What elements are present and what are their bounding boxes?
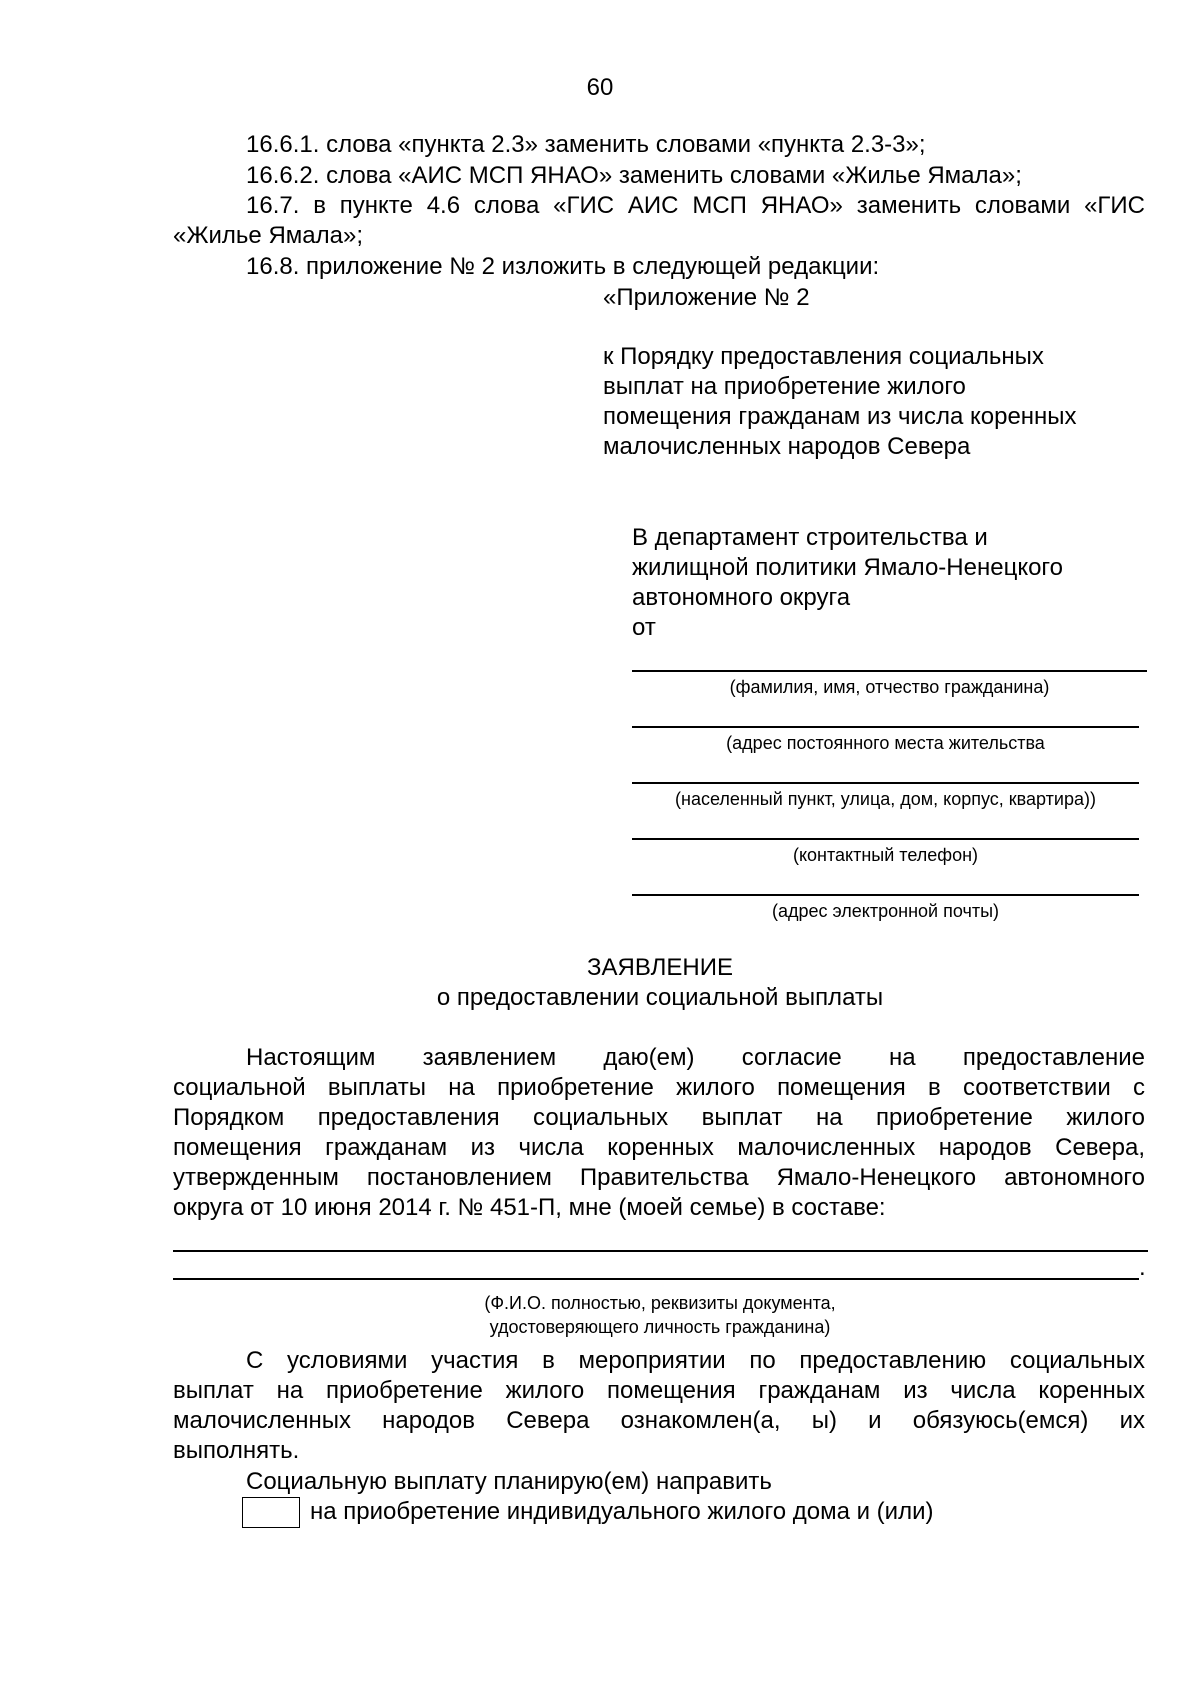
applicant-name-line bbox=[632, 670, 1147, 672]
applicant-name-caption: (фамилия, имя, отчество гражданина) bbox=[729, 677, 1050, 697]
family-caption-line: удостоверяющего личность гражданина) bbox=[489, 1317, 831, 1337]
residence-address-line bbox=[632, 726, 1139, 728]
locality-line bbox=[632, 782, 1139, 784]
locality-caption: (населенный пункт, улица, дом, корпус, квартира)) bbox=[675, 789, 1096, 809]
statement-title: ЗАЯВЛЕНИЕ bbox=[587, 954, 733, 981]
statement-subtitle: о предоставлении социальной выплаты bbox=[436, 984, 884, 1011]
amendment-16-6-2: 16.6.2. слова «АИС МСП ЯНАО» заменить словами «Жилье Ямала»; bbox=[246, 162, 1022, 189]
addressee-line: автономного округа bbox=[632, 584, 851, 611]
page-number: 60 bbox=[586, 74, 614, 101]
appendix-ref-line: помещения гражданам из числа коренных bbox=[603, 403, 1077, 430]
statement-para2-line: выплат на приобретение жилого помещения гражданам из числа коренных bbox=[173, 1377, 1145, 1404]
statement-para2-line: малочисленных народов Севера ознакомлен(а, ы) и обязуюсь(емся) их bbox=[173, 1407, 1145, 1434]
appendix-ref-line: выплат на приобретение жилого bbox=[603, 373, 966, 400]
statement-para1-line: округа от 10 июня 2014 г. № 451-П, мне (моей семье) в составе: bbox=[173, 1194, 886, 1221]
appendix-title: «Приложение № 2 bbox=[603, 284, 810, 311]
statement-para1-line: Порядком предоставления социальных выплат на приобретение жилого bbox=[173, 1104, 1145, 1131]
family-line-end-mark: . bbox=[1139, 1254, 1146, 1281]
phone-caption: (контактный телефон) bbox=[792, 845, 979, 865]
addressee-from-label: от bbox=[632, 614, 656, 641]
amendment-16-7: 16.7. в пункте 4.6 слова «ГИС АИС МСП ЯНАО» заменить словами «ГИС bbox=[246, 192, 1145, 219]
option-house-checkbox[interactable] bbox=[242, 1497, 300, 1528]
payment-direction-intro: Социальную выплату планирую(ем) направить bbox=[246, 1468, 772, 1495]
statement-para2-line: С условиями участия в мероприятии по предоставлению социальных bbox=[246, 1347, 1145, 1374]
email-line bbox=[632, 894, 1139, 896]
family-caption-line: (Ф.И.О. полностью, реквизиты документа, bbox=[484, 1293, 836, 1313]
family-composition-line-1 bbox=[173, 1250, 1148, 1252]
statement-para2-line: выполнять. bbox=[173, 1437, 300, 1464]
addressee-line: жилищной политики Ямало-Ненецкого bbox=[632, 554, 1064, 581]
statement-para1-line: помещения гражданам из числа коренных малочисленных народов Севера, bbox=[173, 1134, 1145, 1161]
family-composition-line-2 bbox=[173, 1278, 1139, 1280]
option-house-label: на приобретение индивидуального жилого дома и (или) bbox=[310, 1498, 934, 1525]
appendix-ref-line: к Порядку предоставления социальных bbox=[603, 343, 1044, 370]
amendment-16-7-cont: «Жилье Ямала»; bbox=[173, 222, 363, 249]
amendment-16-8: 16.8. приложение № 2 изложить в следующей редакции: bbox=[246, 253, 880, 280]
statement-para1-line: утвержденным постановлением Правительства Ямало-Ненецкого автономного bbox=[173, 1164, 1145, 1191]
addressee-line: В департамент строительства и bbox=[632, 524, 988, 551]
appendix-ref-line: малочисленных народов Севера bbox=[603, 433, 971, 460]
amendment-16-6-1: 16.6.1. слова «пункта 2.3» заменить словами «пункта 2.3-3»; bbox=[246, 131, 926, 158]
email-caption: (адрес электронной почты) bbox=[771, 901, 1000, 921]
statement-para1-line: социальной выплаты на приобретение жилого помещения в соответствии с bbox=[173, 1074, 1145, 1101]
residence-address-caption: (адрес постоянного места жительства bbox=[726, 733, 1045, 753]
phone-line bbox=[632, 838, 1139, 840]
statement-para1-line: Настоящим заявлением даю(ем) согласие на предоставление bbox=[246, 1044, 1145, 1071]
